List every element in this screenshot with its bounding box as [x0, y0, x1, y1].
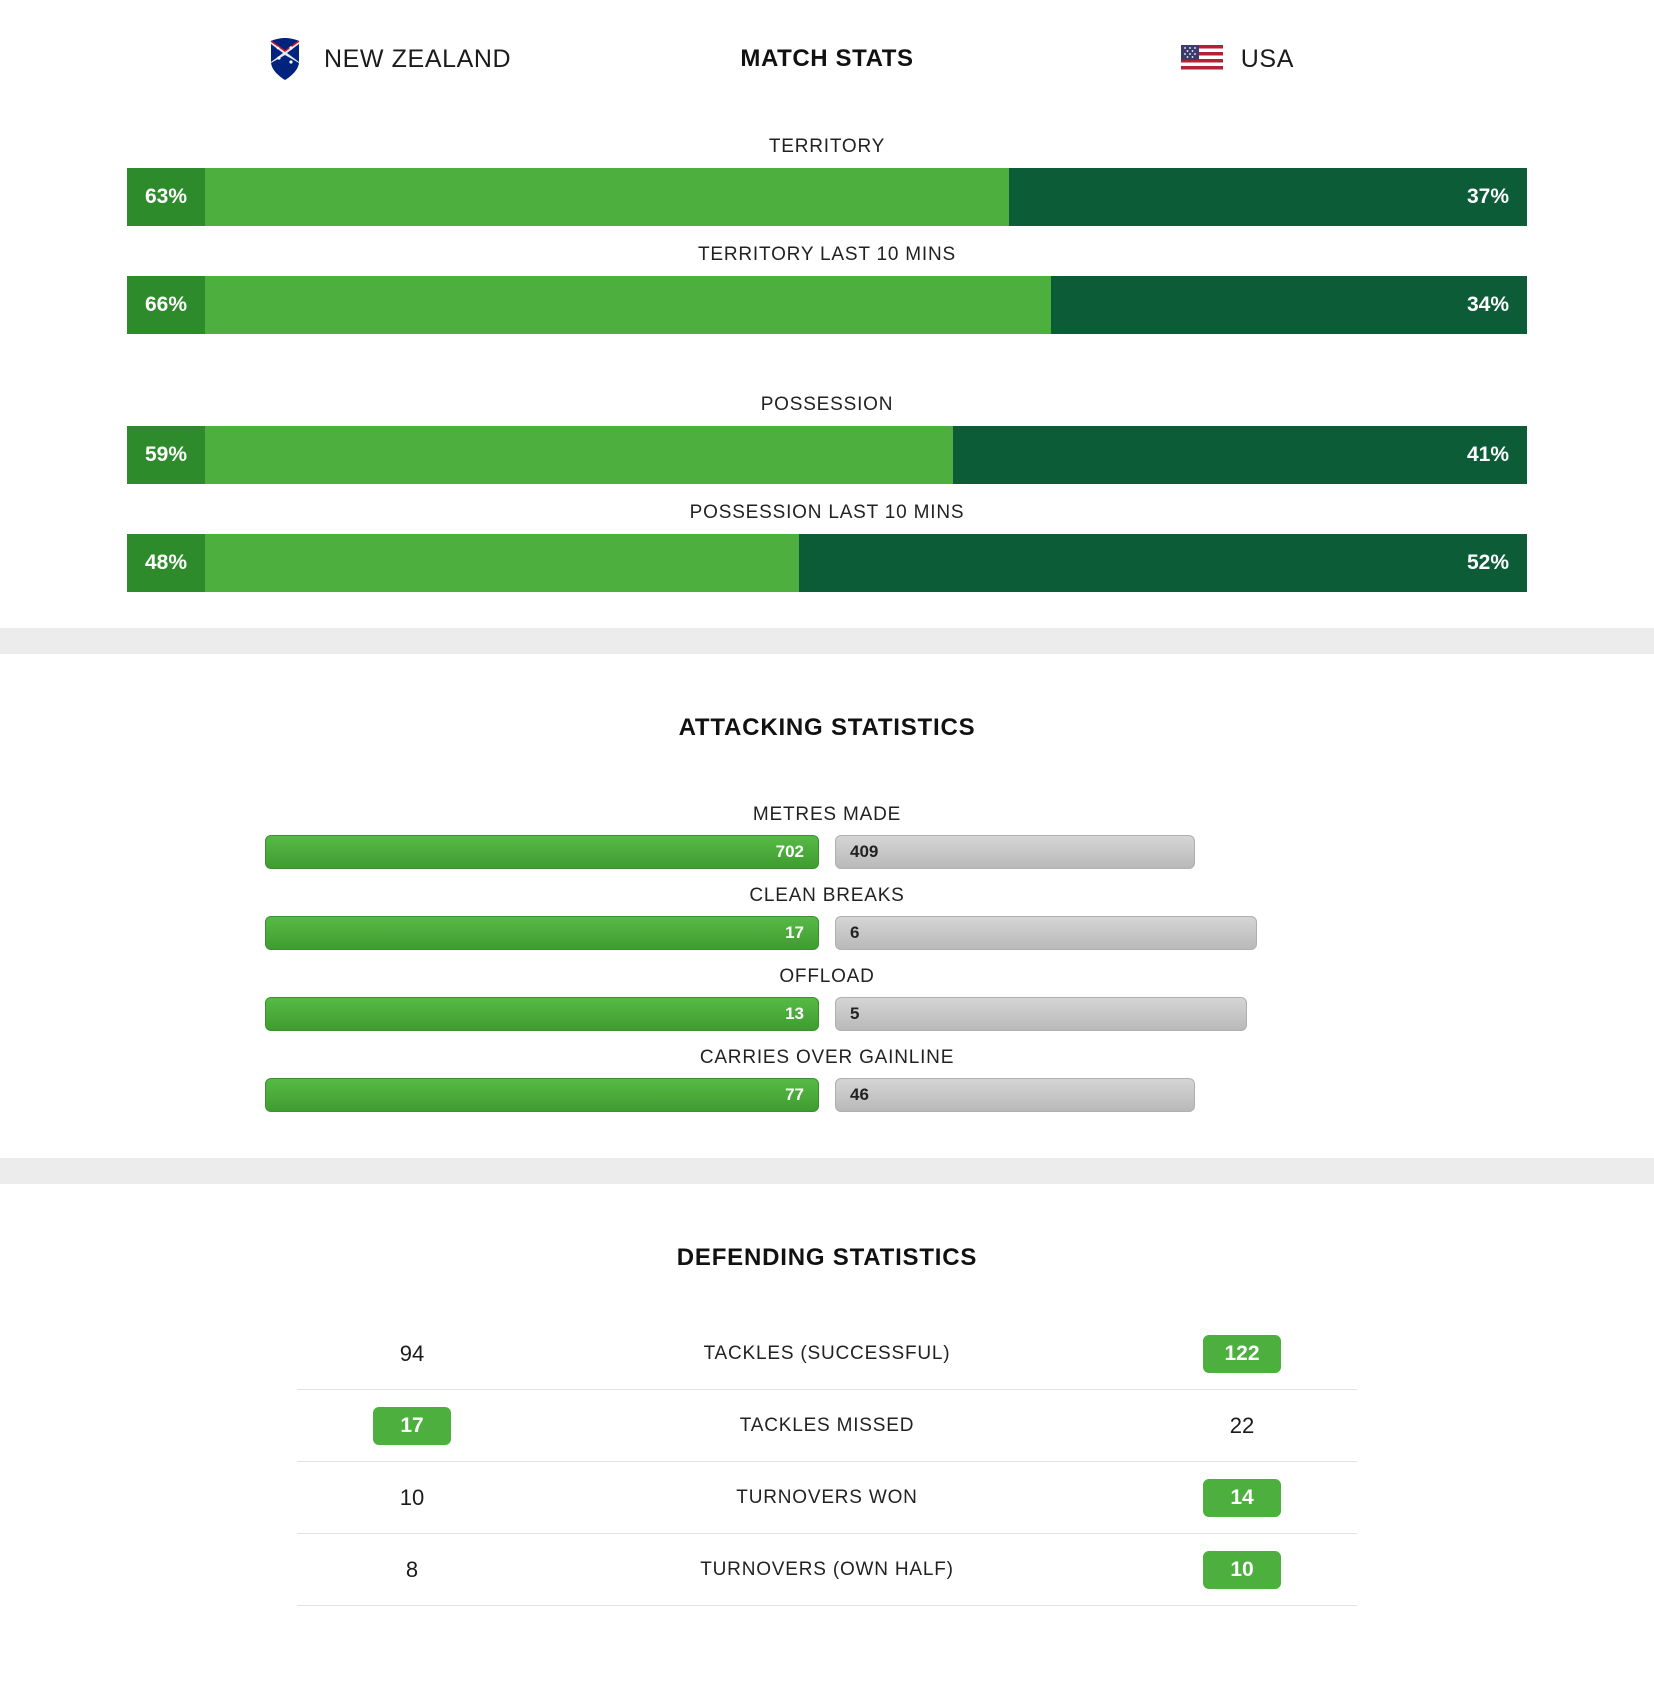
stat-block-territory — [0, 136, 1654, 226]
stat-label: METRES MADE — [752, 804, 902, 825]
stat-label: TERRITORY — [768, 136, 886, 157]
home-value-cell — [297, 1407, 527, 1445]
split-bar — [127, 426, 1527, 484]
away-value-cell — [1127, 1551, 1357, 1589]
home-value-cell — [297, 1485, 527, 1511]
home-bar — [265, 997, 819, 1031]
home-bar — [127, 426, 953, 484]
new-zealand-flag-icon — [262, 36, 308, 82]
attacking-section — [0, 654, 1654, 1158]
attacking-section-title: ATTACKING STATISTICS — [678, 714, 976, 741]
stat-label: POSSESSION LAST 10 MINS — [689, 502, 965, 523]
stat-label: TACKLES (SUCCESSFUL) — [703, 1342, 951, 1364]
away-bar — [835, 1078, 1195, 1112]
away-value-cell — [1127, 1479, 1357, 1517]
split-bar — [127, 534, 1527, 592]
table-row — [297, 1390, 1357, 1462]
home-value: 77 — [785, 1085, 804, 1104]
home-bar — [127, 534, 799, 592]
stat-label: CLEAN BREAKS — [749, 885, 905, 906]
away-value: 14 — [1203, 1479, 1281, 1517]
page-title: MATCH STATS — [740, 45, 914, 72]
away-bar — [835, 997, 1247, 1031]
away-value: 6 — [850, 923, 860, 942]
usa-flag-icon — [1179, 36, 1225, 82]
home-value: 17 — [785, 923, 804, 942]
section-divider — [0, 628, 1654, 654]
stat-block-territory-last-10 — [0, 244, 1654, 334]
section-divider — [0, 1158, 1654, 1184]
home-bar — [265, 1078, 819, 1112]
home-value: 94 — [399, 1340, 425, 1366]
home-value: 13 — [785, 1004, 804, 1023]
away-value: 41% — [1466, 443, 1509, 466]
defending-section-title: DEFENDING STATISTICS — [676, 1244, 978, 1271]
away-value: 22 — [1229, 1412, 1255, 1438]
split-bar — [127, 168, 1527, 226]
away-bar — [953, 426, 1527, 484]
away-value: 37% — [1466, 185, 1509, 208]
away-bar — [799, 534, 1527, 592]
stat-label: CARRIES OVER GAINLINE — [699, 1047, 955, 1068]
home-value: 702 — [775, 842, 804, 861]
home-value: 63% — [127, 168, 205, 226]
stat-label: TERRITORY LAST 10 MINS — [698, 244, 956, 265]
stat-block-carries-over-gainline — [0, 1047, 1654, 1112]
home-team-label: NEW ZEALAND — [324, 44, 512, 73]
home-bar — [127, 168, 1009, 226]
defending-stats-table — [297, 1318, 1357, 1636]
stat-label: POSSESSION — [760, 394, 894, 415]
defending-section — [0, 1184, 1654, 1636]
away-value: 46 — [850, 1085, 869, 1104]
home-value: 48% — [127, 534, 205, 592]
away-value-cell — [1127, 1335, 1357, 1373]
territory-possession-section — [0, 136, 1654, 628]
stat-label: TURNOVERS WON — [736, 1486, 918, 1508]
home-team — [262, 36, 511, 82]
stat-block-possession-last-10 — [0, 502, 1654, 592]
home-value: 66% — [127, 276, 205, 334]
home-value: 17 — [373, 1407, 451, 1445]
home-bar — [127, 276, 1051, 334]
away-team — [1179, 36, 1294, 82]
stat-label: TURNOVERS (OWN HALF) — [700, 1558, 954, 1580]
home-value: 10 — [399, 1484, 425, 1510]
home-value-cell — [297, 1341, 527, 1367]
stat-label: OFFLOAD — [779, 966, 875, 987]
away-value: 122 — [1203, 1335, 1281, 1373]
table-row — [297, 1534, 1357, 1606]
home-bar — [265, 916, 819, 950]
stat-label: TACKLES MISSED — [739, 1414, 915, 1436]
table-row — [297, 1318, 1357, 1390]
away-value: 409 — [850, 842, 879, 861]
away-bar — [1051, 276, 1527, 334]
home-bar — [265, 835, 819, 869]
away-value: 5 — [850, 1004, 860, 1023]
table-row — [297, 1462, 1357, 1534]
home-value-cell — [297, 1557, 527, 1583]
header — [0, 0, 1654, 118]
home-value: 59% — [127, 426, 205, 484]
away-bar — [835, 835, 1195, 869]
stat-block-clean-breaks — [0, 885, 1654, 950]
away-value: 34% — [1466, 293, 1509, 316]
away-bar — [1009, 168, 1527, 226]
stat-block-offload — [0, 966, 1654, 1031]
stat-block-possession — [0, 394, 1654, 484]
away-value: 52% — [1466, 551, 1509, 574]
away-team-label: USA — [1240, 44, 1294, 73]
away-value-cell — [1127, 1413, 1357, 1439]
home-value: 8 — [405, 1556, 419, 1582]
split-bar — [127, 276, 1527, 334]
away-value: 10 — [1203, 1551, 1281, 1589]
stat-block-metres-made — [0, 804, 1654, 869]
away-bar — [835, 916, 1257, 950]
